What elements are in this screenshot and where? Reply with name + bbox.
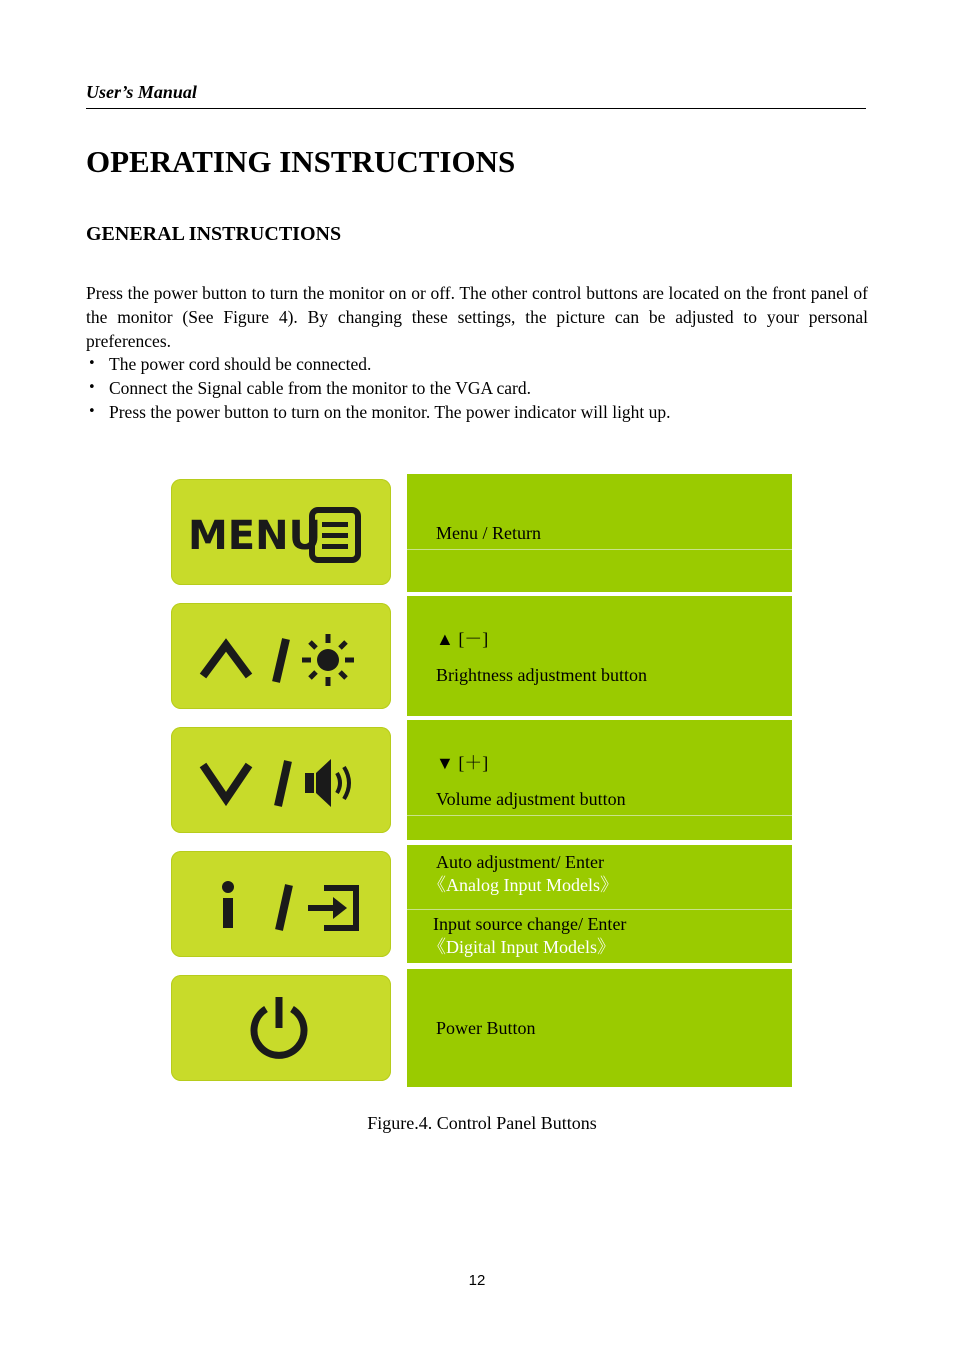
header-rule (86, 108, 866, 109)
list-item: • Press the power button to turn on the monitor. The power indicator will light up. (88, 402, 671, 422)
divider (407, 909, 792, 910)
down-button-graphic (171, 727, 391, 833)
down-volume-icon (171, 727, 391, 833)
divider (407, 815, 792, 816)
brightness-label: Brightness adjustment button (436, 665, 647, 685)
list-item: • The power cord should be connected. (88, 354, 372, 374)
menu-icon (171, 479, 391, 585)
brightness-symbol: ▲ [－] (436, 629, 489, 649)
digital-models-note: 《Digital Input Models》 (428, 937, 615, 957)
power-icon (171, 975, 391, 1081)
analog-models-note: 《Analog Input Models》 (428, 875, 618, 895)
page-number: 12 (468, 1272, 486, 1289)
up-button-graphic (171, 603, 391, 709)
figure-caption: Figure.4. Control Panel Buttons (367, 1113, 597, 1133)
power-label: Power Button (436, 1018, 536, 1038)
power-button-graphic (171, 975, 391, 1081)
volume-label-box (407, 720, 792, 840)
up-brightness-icon (171, 603, 391, 709)
brightness-label-box (407, 596, 792, 716)
menu-label: Menu / Return (436, 523, 541, 543)
info-button-graphic (171, 851, 391, 957)
intro-paragraph: Press the power button to turn the monitor on or off. The other control buttons are located on the front panel of the monitor (See Figure 4). By changing these settings, the picture can be adjusted to your personal preferences. (86, 283, 868, 351)
volume-symbol: ▼ [＋] (436, 753, 489, 773)
section-title: GENERAL INSTRUCTIONS (86, 223, 342, 245)
svg-text:MENU: MENU (188, 513, 322, 559)
list-item: • Connect the Signal cable from the monitor to the VGA card. (88, 378, 532, 398)
info-input-icon (171, 851, 391, 957)
menu-button-graphic (171, 479, 391, 585)
auto-adjust-label: Auto adjustment/ Enter (436, 852, 604, 872)
page-title: OPERATING INSTRUCTIONS (86, 144, 516, 179)
divider (407, 549, 792, 550)
header-title: User’s Manual (86, 82, 197, 102)
input-source-label: Input source change/ Enter (433, 914, 627, 934)
volume-label: Volume adjustment button (436, 789, 626, 809)
bullet-list (86, 352, 868, 424)
